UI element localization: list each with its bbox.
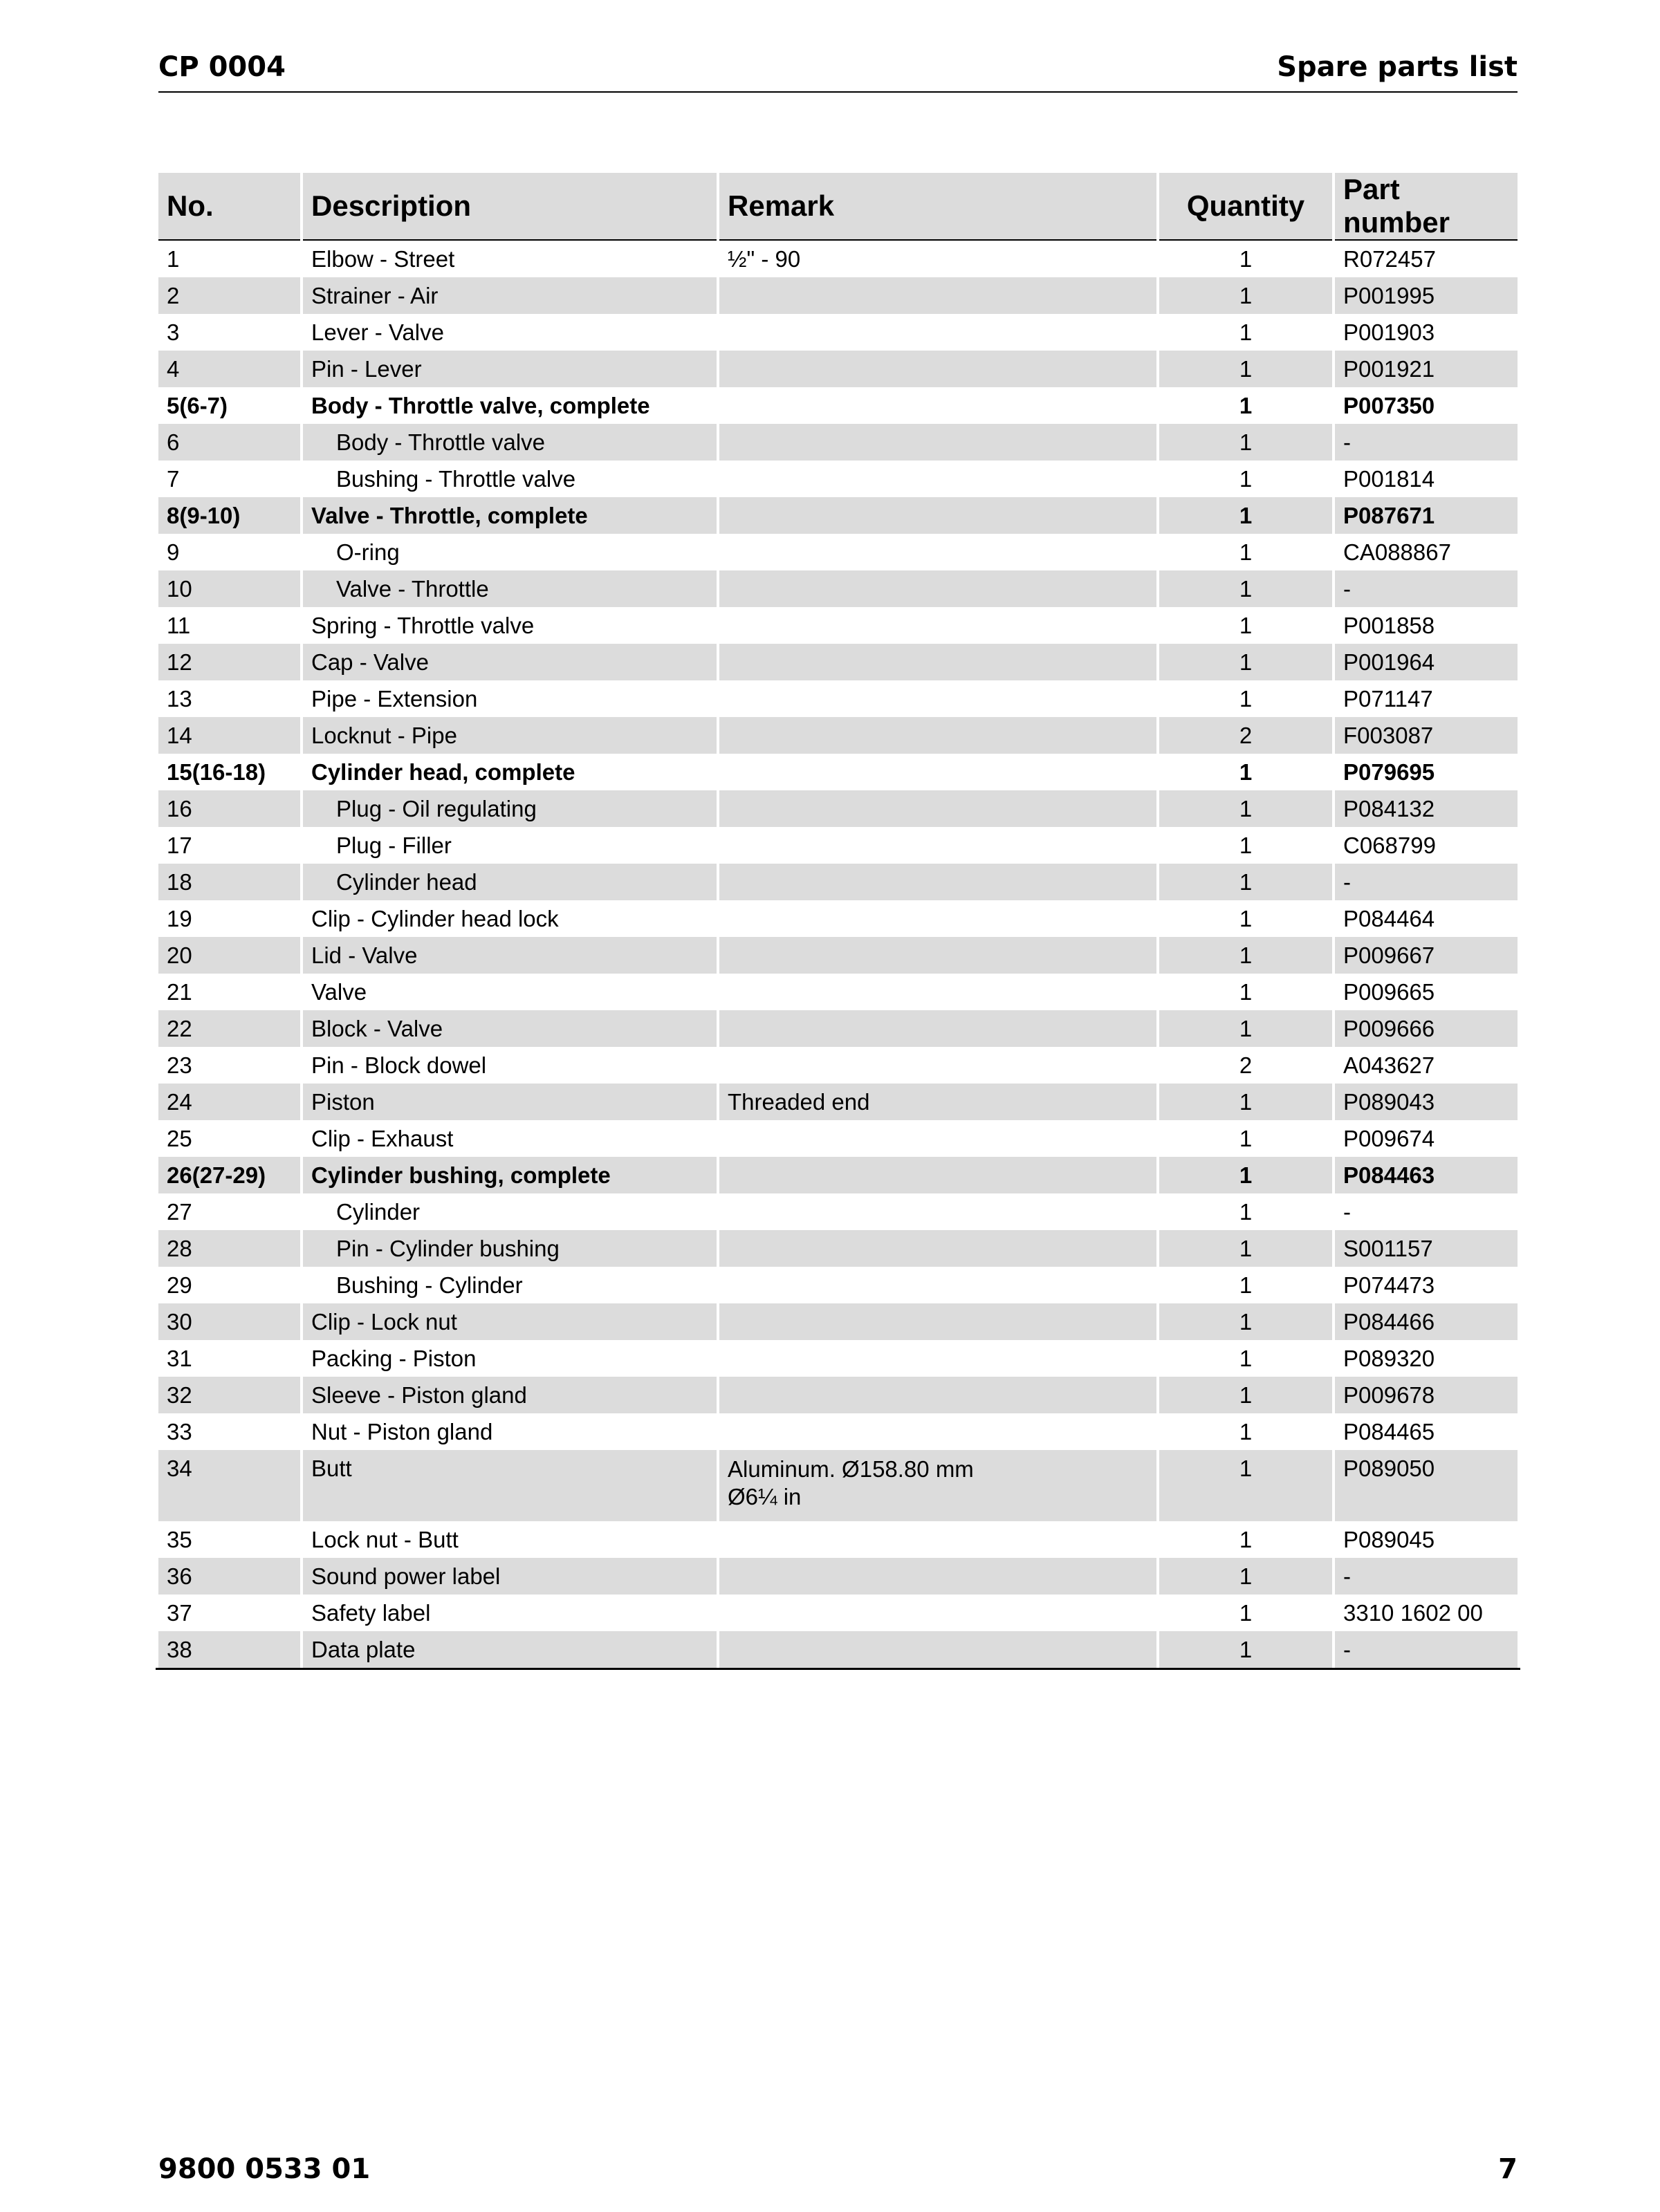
cell-part-number: CA088867 (1343, 539, 1451, 565)
cell-part-number: P089043 (1335, 1084, 1518, 1120)
table-row (158, 570, 1518, 607)
column-header-quantity: Quantity (1159, 173, 1332, 241)
cell-no: 14 (158, 717, 300, 754)
cell-part-number: P071147 (1343, 685, 1433, 712)
cell-part-number: P079695 (1343, 759, 1435, 785)
cell-remark (719, 1521, 1156, 1558)
cell-part-number: - (1343, 1198, 1351, 1225)
cell-remark (719, 1193, 1156, 1230)
cell-quantity: 1 (1239, 685, 1253, 712)
page-number: 7 (1498, 2153, 1518, 2185)
table-row (158, 1010, 1518, 1047)
cell-no: 25 (167, 1125, 192, 1151)
cell-no: 34 (158, 1450, 300, 1521)
cell-no: 37 (167, 1599, 192, 1626)
cell-part-number: P074473 (1343, 1272, 1435, 1298)
cell-part-number: P001964 (1335, 644, 1518, 680)
cell-quantity: 1 (1159, 497, 1332, 534)
cell-part-number: P089320 (1343, 1345, 1435, 1371)
cell-part-number: P009667 (1335, 937, 1518, 974)
cell-quantity: 1 (1159, 351, 1332, 387)
cell-remark (719, 827, 1156, 864)
cell-quantity: 1 (1159, 1450, 1332, 1521)
cell-description: Bushing - Throttle valve (336, 465, 576, 492)
cell-description: Clip - Cylinder head lock (311, 905, 559, 931)
cell-quantity: 1 (1239, 1272, 1253, 1298)
table-row (158, 607, 1518, 644)
table-row (158, 827, 1518, 864)
cell-remark (719, 937, 1156, 974)
cell-no: 26(27-29) (158, 1157, 300, 1193)
cell-remark (719, 864, 1156, 900)
cell-description: Lever - Valve (311, 319, 444, 345)
table-row (158, 277, 1518, 314)
cell-remark (719, 1047, 1156, 1084)
cell-quantity: 1 (1159, 1084, 1332, 1120)
cell-description: Block - Valve (303, 1010, 717, 1047)
cell-part-number: - (1335, 570, 1518, 607)
cell-quantity: 1 (1239, 465, 1253, 492)
cell-description: Valve - Throttle, complete (303, 497, 717, 534)
cell-description: Valve - Throttle (303, 570, 717, 607)
cell-description: Pin - Lever (303, 351, 717, 387)
document-title: Spare parts list (1277, 51, 1518, 83)
cell-description: Locknut - Pipe (303, 717, 717, 754)
cell-description: Nut - Piston gland (311, 1418, 493, 1444)
cell-remark (719, 1267, 1156, 1303)
table-row (158, 1450, 1518, 1521)
table-row (158, 1558, 1518, 1595)
cell-remark (719, 461, 1156, 497)
cell-quantity: 1 (1239, 759, 1253, 785)
cell-remark (719, 1340, 1156, 1377)
cell-description: Lock nut - Butt (311, 1526, 459, 1552)
cell-no: 30 (158, 1303, 300, 1340)
cell-no: 36 (158, 1558, 300, 1595)
cell-no: 13 (167, 685, 192, 712)
cell-description: Body - Throttle valve (303, 424, 717, 461)
cell-description: Butt (303, 1450, 717, 1521)
column-header-description: Description (303, 173, 717, 241)
cell-quantity: 1 (1239, 1345, 1253, 1371)
cell-remark: Aluminum. Ø158.80 mm Ø6¼ in (719, 1450, 1156, 1521)
cell-description: Spring - Throttle valve (311, 612, 535, 638)
cell-quantity: 1 (1159, 1558, 1332, 1595)
cell-quantity: 1 (1159, 790, 1332, 827)
table-row (158, 387, 1518, 424)
cell-part-number: 3310 1602 00 (1343, 1599, 1483, 1626)
cell-no: 32 (158, 1377, 300, 1413)
cell-no: 18 (158, 864, 300, 900)
cell-part-number: P009666 (1335, 1010, 1518, 1047)
cell-remark (719, 1595, 1156, 1631)
cell-no: 16 (158, 790, 300, 827)
cell-description: Body - Throttle valve, complete (311, 392, 650, 418)
cell-remark (719, 1631, 1156, 1668)
table-row (158, 864, 1518, 900)
table-row (158, 1377, 1518, 1413)
cell-remark (719, 1413, 1156, 1450)
cell-description: Cylinder (336, 1198, 421, 1225)
cell-remark (719, 1230, 1156, 1267)
cell-quantity: 1 (1159, 937, 1332, 974)
cell-part-number: P009665 (1343, 978, 1435, 1005)
cell-description: Data plate (303, 1631, 717, 1668)
cell-part-number: P084464 (1343, 905, 1435, 931)
cell-quantity: 1 (1159, 424, 1332, 461)
table-row (158, 424, 1518, 461)
cell-part-number: S001157 (1335, 1230, 1518, 1267)
cell-remark (719, 1558, 1156, 1595)
cell-description: Sound power label (303, 1558, 717, 1595)
cell-remark (719, 754, 1156, 790)
cell-description: Cylinder head, complete (311, 759, 575, 785)
table-row (158, 717, 1518, 754)
cell-no: 1 (167, 245, 180, 272)
cell-part-number: P009678 (1335, 1377, 1518, 1413)
cell-remark (719, 717, 1156, 754)
cell-no: 38 (158, 1631, 300, 1668)
model-code: CP 0004 (158, 51, 286, 83)
cell-no: 11 (167, 612, 191, 638)
table-row (158, 1521, 1518, 1558)
cell-part-number: P089045 (1343, 1526, 1435, 1552)
cell-part-number: P001858 (1343, 612, 1435, 638)
column-header-no: No. (158, 173, 300, 241)
table-row (158, 497, 1518, 534)
cell-description: Plug - Filler (336, 832, 452, 858)
cell-quantity: 1 (1239, 539, 1253, 565)
table-row (158, 680, 1518, 717)
table-body (158, 241, 1518, 1668)
column-header-remark: Remark (719, 173, 1156, 241)
cell-quantity: 1 (1239, 1198, 1253, 1225)
cell-quantity: 1 (1159, 1230, 1332, 1267)
table-row (158, 644, 1518, 680)
cell-quantity: 1 (1159, 1010, 1332, 1047)
table-header-row (158, 173, 1518, 241)
cell-remark (719, 314, 1156, 351)
cell-quantity: 1 (1159, 864, 1332, 900)
cell-part-number: P009674 (1343, 1125, 1435, 1151)
table-row (158, 241, 1518, 277)
cell-quantity: 2 (1239, 1052, 1253, 1078)
cell-no: 24 (158, 1084, 300, 1120)
cell-description: Cap - Valve (303, 644, 717, 680)
cell-part-number: - (1335, 864, 1518, 900)
cell-no: 2 (158, 277, 300, 314)
cell-description: Elbow - Street (311, 245, 455, 272)
cell-part-number: - (1335, 1631, 1518, 1668)
cell-part-number: P007350 (1343, 392, 1435, 418)
cell-no: 7 (167, 465, 180, 492)
cell-no: 9 (167, 539, 180, 565)
cell-remark (719, 1377, 1156, 1413)
cell-quantity: 1 (1239, 612, 1253, 638)
cell-no: 15(16-18) (167, 759, 266, 785)
cell-remark (719, 790, 1156, 827)
cell-part-number: A043627 (1343, 1052, 1435, 1078)
table-row (158, 1047, 1518, 1084)
cell-quantity: 1 (1239, 832, 1253, 858)
cell-quantity: 1 (1239, 245, 1253, 272)
document-number: 9800 0533 01 (158, 2153, 371, 2185)
cell-part-number: P001921 (1335, 351, 1518, 387)
cell-part-number: P084466 (1335, 1303, 1518, 1340)
cell-remark (719, 1157, 1156, 1193)
cell-no: 35 (167, 1526, 192, 1552)
cell-description: Plug - Oil regulating (303, 790, 717, 827)
table-row (158, 534, 1518, 570)
column-header-part-number: Part number (1335, 173, 1518, 241)
cell-description: Cylinder head (303, 864, 717, 900)
cell-part-number: - (1335, 1558, 1518, 1595)
cell-remark: ½" - 90 (728, 245, 801, 272)
cell-no: 5(6-7) (167, 392, 228, 418)
cell-remark (719, 644, 1156, 680)
cell-remark (719, 1120, 1156, 1157)
cell-no: 17 (167, 832, 192, 858)
cell-description: Valve (311, 978, 367, 1005)
cell-no: 19 (167, 905, 192, 931)
cell-part-number: P089050 (1335, 1450, 1518, 1521)
cell-quantity: 1 (1239, 1526, 1253, 1552)
cell-remark (719, 900, 1156, 937)
cell-description: Safety label (311, 1599, 431, 1626)
cell-remark (719, 277, 1156, 314)
cell-remark (719, 1303, 1156, 1340)
cell-description: Sleeve - Piston gland (303, 1377, 717, 1413)
table-row (158, 1303, 1518, 1340)
cell-part-number: P087671 (1335, 497, 1518, 534)
cell-description: Pin - Block dowel (311, 1052, 487, 1078)
cell-no: 3 (167, 319, 180, 345)
cell-remark: Threaded end (719, 1084, 1156, 1120)
cell-description: Strainer - Air (303, 277, 717, 314)
cell-description: Pipe - Extension (311, 685, 478, 712)
cell-remark (719, 570, 1156, 607)
cell-quantity: 1 (1159, 1303, 1332, 1340)
cell-no: 31 (167, 1345, 192, 1371)
table-row (158, 461, 1518, 497)
table-row (158, 900, 1518, 937)
table-row (158, 1631, 1518, 1668)
cell-remark (719, 351, 1156, 387)
cell-quantity: 1 (1239, 1418, 1253, 1444)
table-row (158, 1193, 1518, 1230)
table-row (158, 1157, 1518, 1193)
cell-no: 22 (158, 1010, 300, 1047)
cell-description: Cylinder bushing, complete (303, 1157, 717, 1193)
cell-part-number: P084463 (1335, 1157, 1518, 1193)
cell-part-number: C068799 (1343, 832, 1436, 858)
cell-no: 33 (167, 1418, 192, 1444)
cell-no: 29 (167, 1272, 192, 1298)
cell-remark (719, 387, 1156, 424)
cell-part-number: P001903 (1343, 319, 1435, 345)
cell-quantity: 1 (1239, 319, 1253, 345)
table-row (158, 1413, 1518, 1450)
table-row (158, 1340, 1518, 1377)
cell-quantity: 1 (1159, 644, 1332, 680)
cell-quantity: 2 (1159, 717, 1332, 754)
cell-no: 10 (158, 570, 300, 607)
cell-remark (719, 497, 1156, 534)
table-row (158, 1120, 1518, 1157)
cell-no: 28 (158, 1230, 300, 1267)
cell-quantity: 1 (1159, 1377, 1332, 1413)
cell-no: 23 (167, 1052, 192, 1078)
cell-no: 20 (158, 937, 300, 974)
cell-quantity: 1 (1159, 1631, 1332, 1668)
cell-remark (719, 974, 1156, 1010)
cell-part-number: F003087 (1335, 717, 1518, 754)
table-row (158, 1084, 1518, 1120)
table-row (158, 790, 1518, 827)
cell-part-number: P001995 (1335, 277, 1518, 314)
cell-quantity: 1 (1159, 570, 1332, 607)
cell-remark (719, 534, 1156, 570)
cell-description: Pin - Cylinder bushing (303, 1230, 717, 1267)
table-row (158, 1267, 1518, 1303)
cell-no: 8(9-10) (158, 497, 300, 534)
cell-remark (719, 424, 1156, 461)
cell-description: O-ring (336, 539, 400, 565)
page-header (158, 48, 1518, 93)
cell-quantity: 1 (1239, 392, 1253, 418)
cell-no: 12 (158, 644, 300, 680)
table-row (158, 974, 1518, 1010)
table-row (158, 754, 1518, 790)
cell-description: Clip - Exhaust (311, 1125, 454, 1151)
cell-description: Bushing - Cylinder (336, 1272, 523, 1298)
cell-quantity: 1 (1239, 978, 1253, 1005)
cell-remark (719, 1010, 1156, 1047)
cell-part-number: P001814 (1343, 465, 1435, 492)
table-row (158, 351, 1518, 387)
table-row (158, 1230, 1518, 1267)
cell-part-number: P084465 (1343, 1418, 1435, 1444)
cell-no: 21 (167, 978, 192, 1005)
cell-remark (719, 680, 1156, 717)
cell-quantity: 1 (1159, 1157, 1332, 1193)
table-row (158, 937, 1518, 974)
cell-part-number: - (1335, 424, 1518, 461)
cell-description: Piston (303, 1084, 717, 1120)
cell-quantity: 1 (1159, 277, 1332, 314)
cell-no: 4 (158, 351, 300, 387)
cell-quantity: 1 (1239, 905, 1253, 931)
table-row (158, 314, 1518, 351)
table-row (158, 1595, 1518, 1631)
cell-quantity: 1 (1239, 1599, 1253, 1626)
spare-parts-table (156, 173, 1520, 1670)
cell-description: Lid - Valve (303, 937, 717, 974)
cell-description: Clip - Lock nut (303, 1303, 717, 1340)
cell-no: 27 (167, 1198, 192, 1225)
cell-no: 6 (158, 424, 300, 461)
cell-part-number: P084132 (1335, 790, 1518, 827)
cell-remark (719, 607, 1156, 644)
cell-part-number: R072457 (1343, 245, 1436, 272)
cell-description: Packing - Piston (311, 1345, 477, 1371)
cell-quantity: 1 (1239, 1125, 1253, 1151)
